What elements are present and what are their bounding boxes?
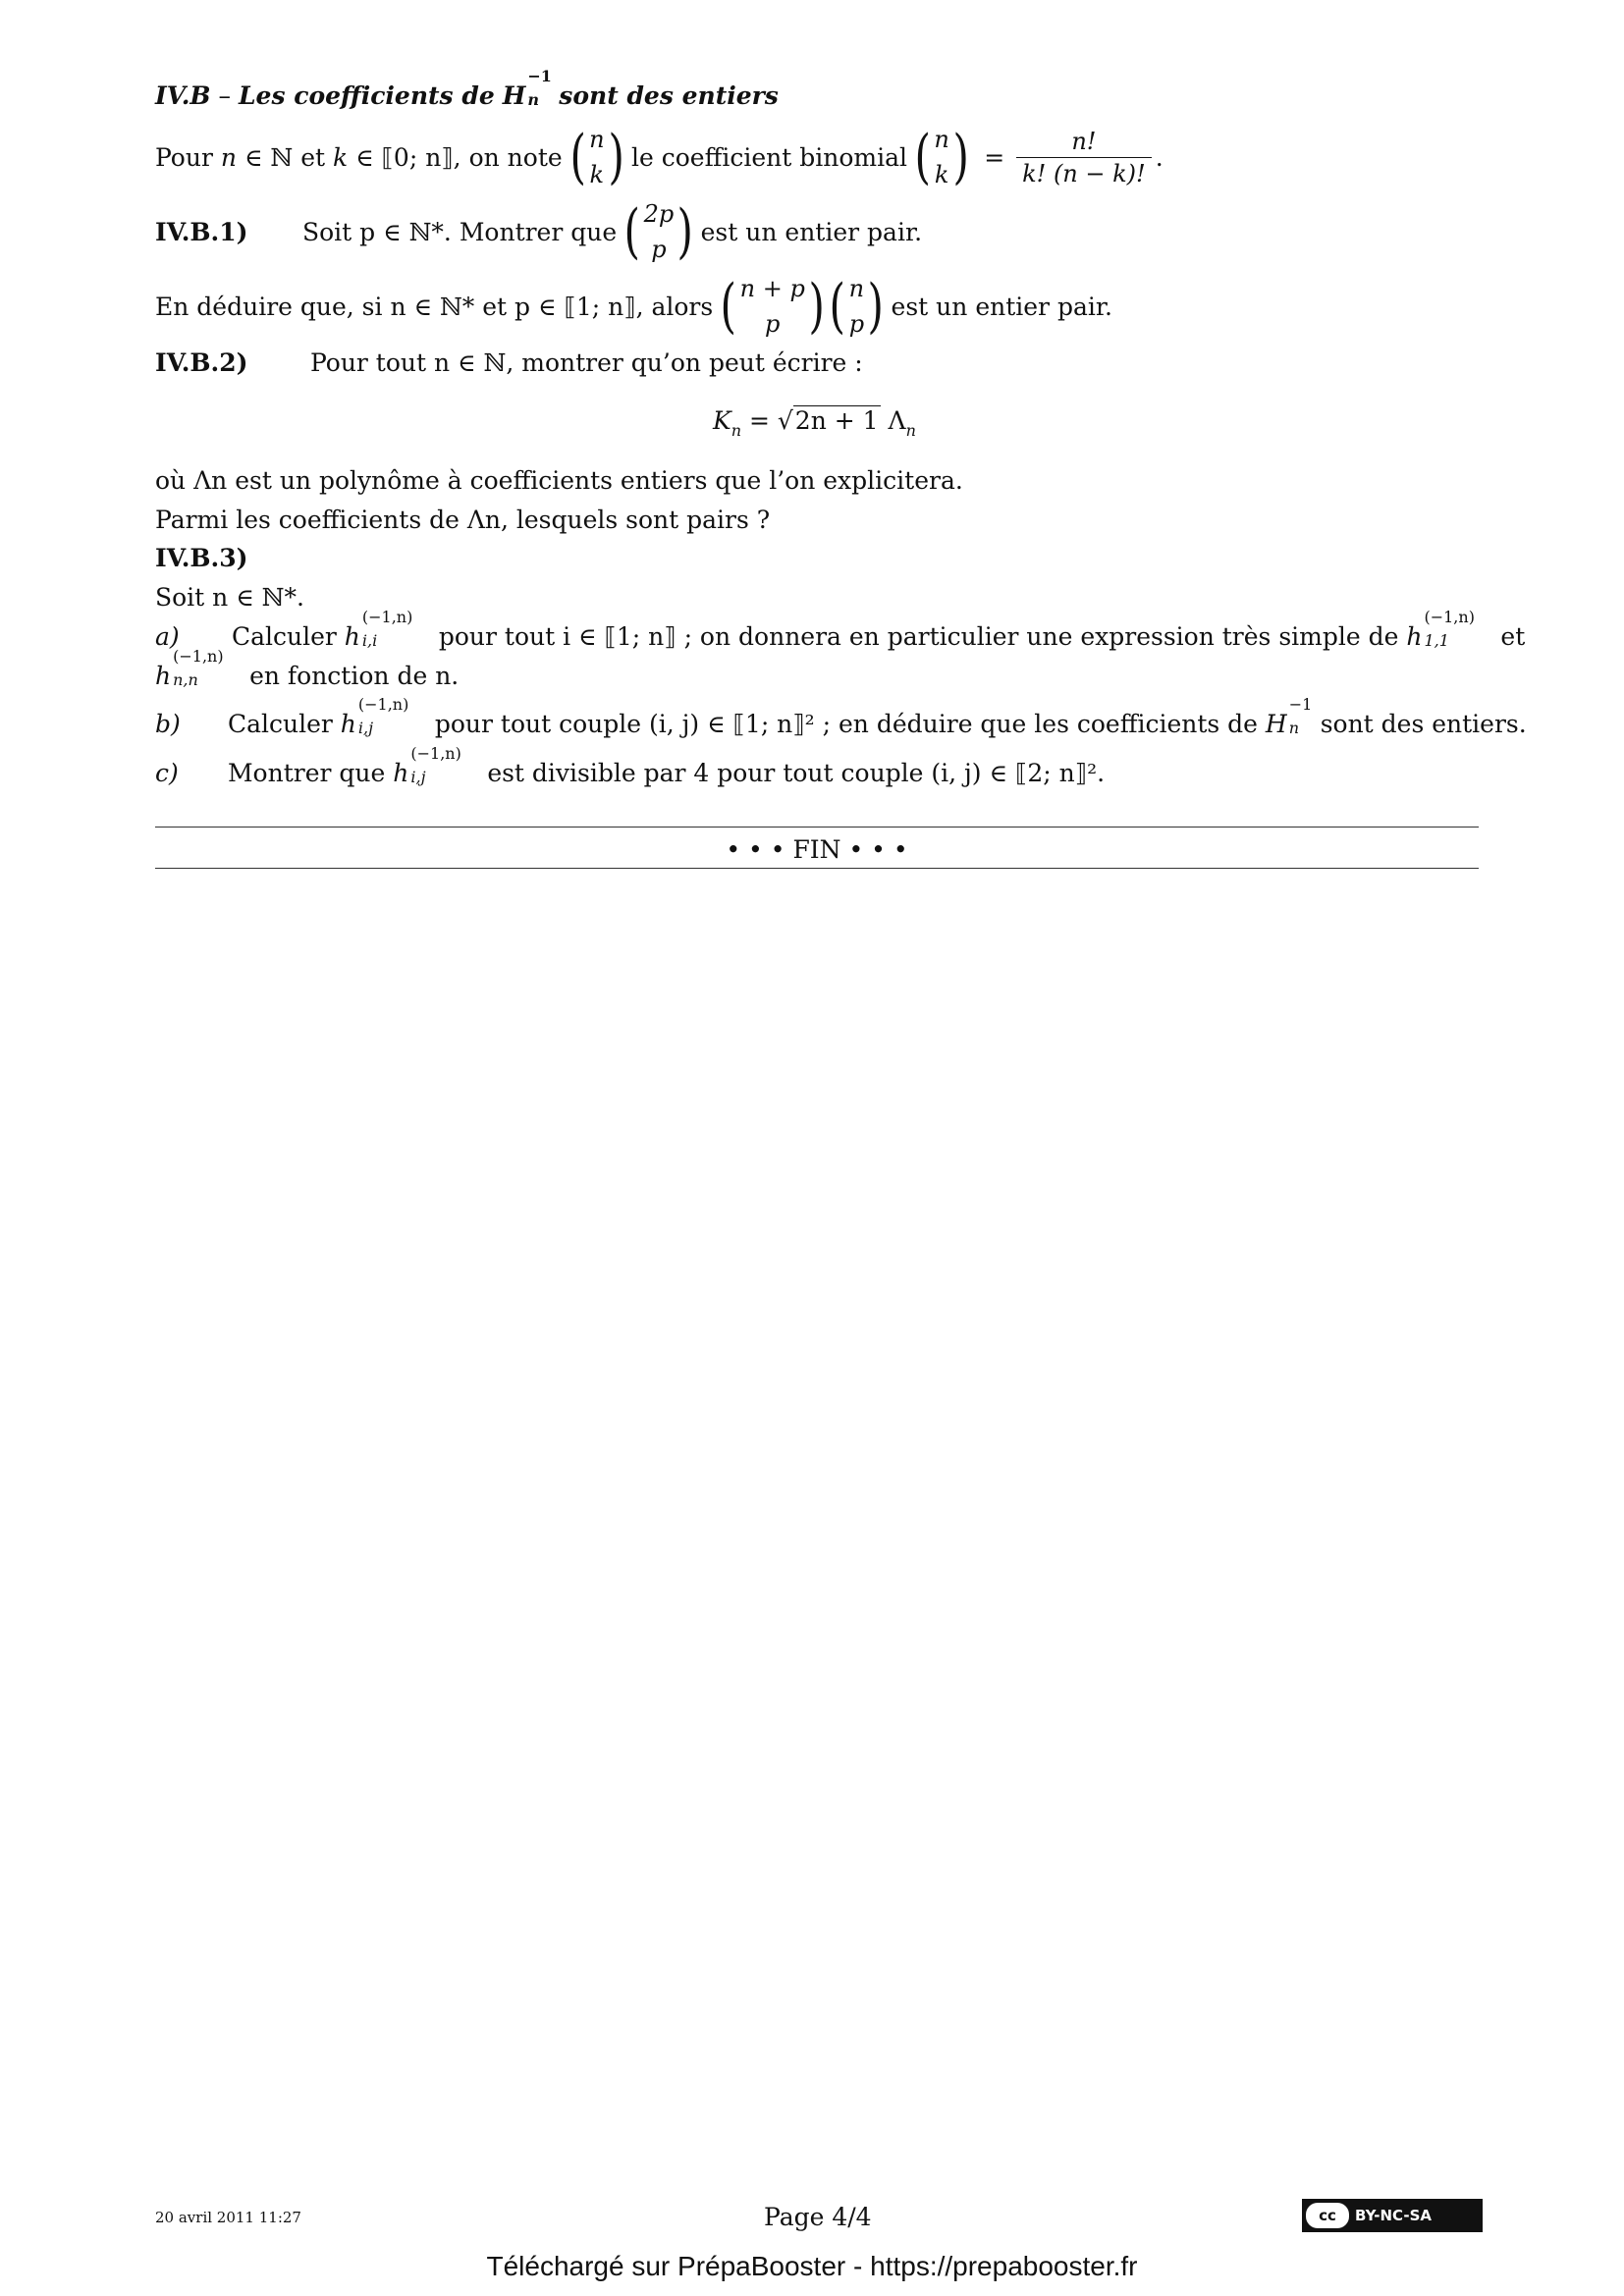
- sqrt-2n-plus-1: 2n + 1: [794, 406, 879, 435]
- binom-2p-p: ( 2p p ): [623, 197, 694, 266]
- section-title-post: sont des entiers: [559, 81, 779, 110]
- question-3-label: IV.B.3): [155, 544, 248, 572]
- question-1-text2: est un entier pair.: [700, 217, 923, 246]
- binom-n-k-def: ( n k ): [914, 123, 969, 191]
- license-badge: [1302, 2199, 1483, 2232]
- question-3b: b) Calculer h (−1,n) i,j pour tout couple (i, j) ∈ ⟦1; n⟧² ; en déduire que les coefficients de H −1 n sont des entiers.: [155, 695, 1527, 738]
- end-marker: • • • FIN • • •: [726, 835, 908, 864]
- question-3-intro: Soit n ∈ ℕ*.: [155, 583, 304, 612]
- question-3a: a) Calculer h (−1,n) i,i pour tout i ∈ ⟦1; n⟧ ; on donnera en particulier une expression très simple de h (−1,n) 1,1 et: [155, 608, 1526, 651]
- question-2-label: IV.B.2): [155, 348, 248, 377]
- question-1-label: IV.B.1): [155, 217, 248, 246]
- intro-text4: le coefficient binomial: [630, 142, 907, 172]
- question-3c-label: c): [155, 759, 179, 787]
- footer-page-number: Page 4/4: [764, 2203, 872, 2231]
- question-3a-cont: h (−1,n) n,n en fonction de n.: [155, 647, 460, 690]
- download-notice: Téléchargé sur PrépaBooster - https://prepabooster.fr: [486, 2251, 1138, 2281]
- footer-date: 20 avril 2011 11:27: [155, 2209, 301, 2226]
- formula-kn: $K_n = √2n + 1$ $\Lambda_n$: [713, 406, 916, 440]
- cc-logo-icon: cc: [1306, 2203, 1349, 2228]
- question-1: [155, 192, 922, 271]
- binom-n-p: ( n p ): [829, 272, 885, 341]
- section-title-math: H −1 n: [502, 67, 552, 110]
- end-rule-bottom: [155, 868, 1479, 869]
- intro-text1: Pour: [155, 142, 213, 172]
- license-label: BY-NC-SA: [1355, 2207, 1433, 2224]
- deduce-text2: est un entier pair.: [891, 292, 1112, 321]
- section-dash: –: [218, 81, 232, 110]
- question-2: [155, 350, 863, 375]
- intro-line: Pour n ∈ ℕ et k ∈ ⟦0; n⟧, on note ( n k ) le coefficient binomial ( n k ) = $\frac{n!}{k! (n - k)!}$ .: [155, 123, 1164, 191]
- section-heading: [155, 67, 779, 110]
- intro-text2: ∈ ℕ et: [244, 142, 326, 172]
- deduce-text1: En déduire que, si n ∈ ℕ* et p ∈ ⟦1; n⟧, alors: [155, 292, 714, 321]
- question-1-deduce: [155, 267, 1112, 346]
- question-2-after-2: Parmi les coefficients de Λn, lesquels sont pairs ?: [155, 506, 771, 534]
- section-title-pre: Les coefficients de: [238, 81, 495, 110]
- binom-n-k: ( n k ): [569, 123, 624, 191]
- binom-np-p: ( n + p p ): [720, 272, 825, 341]
- question-3b-label: b): [155, 710, 181, 738]
- question-2-text: Pour tout n ∈ ℕ, montrer qu’on peut écrire :: [309, 348, 863, 377]
- intro-text3: ∈ ⟦0; n⟧, on note: [355, 142, 563, 172]
- binomial-fraction: $\frac{n!}{k! (n - k)!}$: [1016, 130, 1152, 186]
- question-2-after-1: où Λn est un polynôme à coefficients entiers que l’on explicitera.: [155, 466, 963, 495]
- question-3a-label: a): [155, 622, 180, 651]
- end-rule-top: [155, 827, 1479, 828]
- section-label: IV.B: [155, 81, 211, 110]
- question-3c: c) Montrer que h (−1,n) i,j est divisible par 4 pour tout couple (i, j) ∈ ⟦2; n⟧².: [155, 744, 1106, 787]
- question-1-text1: Soit p ∈ ℕ*. Montrer que: [302, 217, 618, 246]
